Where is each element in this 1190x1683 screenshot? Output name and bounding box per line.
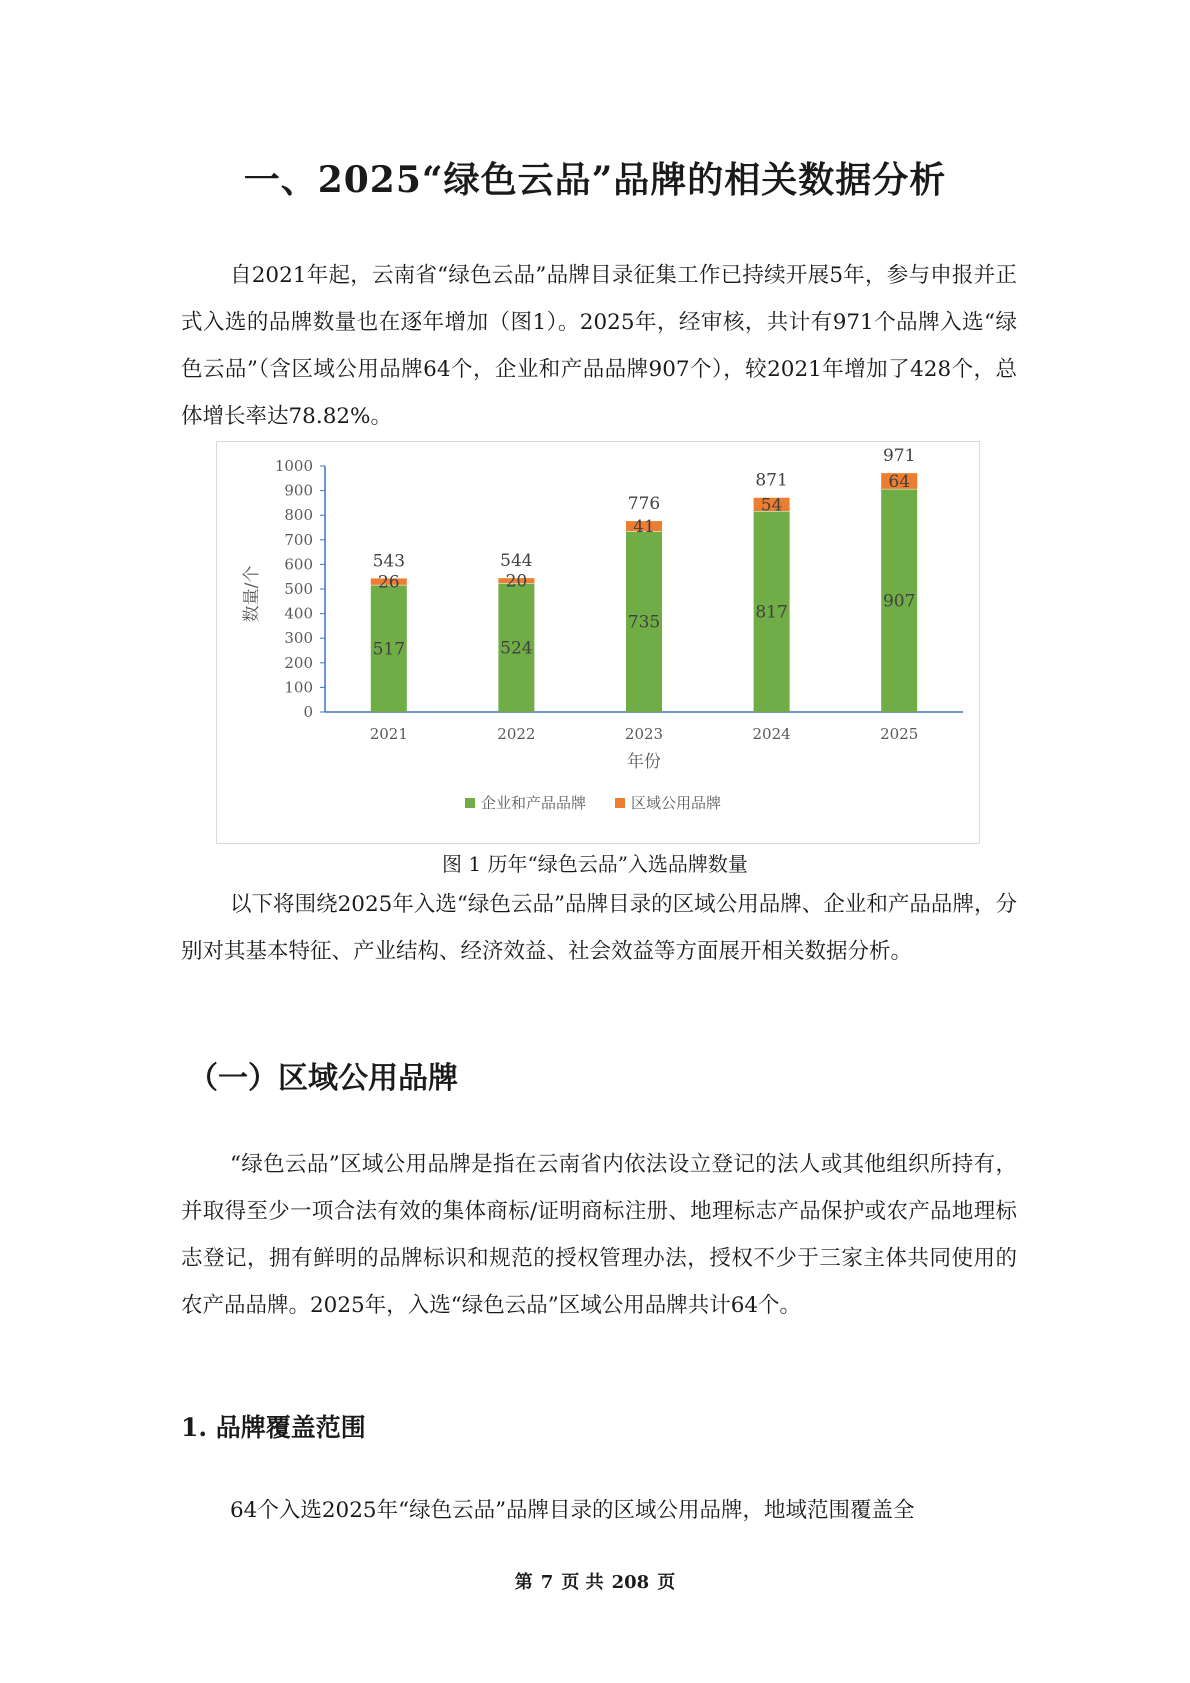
chart-svg xyxy=(217,442,979,843)
footer-prefix: 第 xyxy=(514,1572,533,1593)
y-tick-label: 1000 xyxy=(274,457,313,475)
legend-swatch-enterprise xyxy=(465,798,475,808)
data-label: 524 xyxy=(500,638,533,659)
data-label: 735 xyxy=(627,612,661,633)
subsection-title: 1. 品牌覆盖范围 xyxy=(181,1413,366,1442)
x-tick-label: 2022 xyxy=(497,725,536,743)
footer-total-pages: 208 xyxy=(611,1572,650,1593)
y-tick-label: 0 xyxy=(303,703,313,721)
data-label: 54 xyxy=(760,495,783,516)
y-tick-label: 400 xyxy=(284,604,313,623)
legend-label-regional: 区域公用品牌 xyxy=(631,794,722,812)
page-heading: 一、2025“绿色云品”品牌的相关数据分析 xyxy=(243,159,947,201)
footer-middle: 页 共 xyxy=(561,1572,604,1593)
data-label: 26 xyxy=(377,572,400,593)
data-label: 20 xyxy=(505,571,528,592)
y-tick-label: 900 xyxy=(284,481,313,500)
footer-suffix: 页 xyxy=(657,1572,676,1593)
y-tick-label: 200 xyxy=(284,653,313,672)
section-title: （一）区域公用品牌 xyxy=(188,1061,458,1096)
y-tick-label: 600 xyxy=(284,555,313,574)
paragraph-coverage: 64个入选2025年“绿色云品”品牌目录的区域公用品牌，地域范围覆盖全 xyxy=(230,1498,915,1523)
y-tick-label: 300 xyxy=(284,629,313,648)
y-tick-label: 100 xyxy=(284,678,313,697)
data-label: 907 xyxy=(882,591,916,612)
legend-swatch-regional xyxy=(615,798,625,808)
y-tick-label: 500 xyxy=(284,580,313,598)
figure-caption: 图 1 历年“绿色云品”入选品牌数量 xyxy=(442,852,748,876)
brand-count-chart xyxy=(216,441,980,844)
y-tick-label: 700 xyxy=(284,530,313,549)
footer-page-number: 7 xyxy=(540,1572,554,1593)
x-tick-label: 2023 xyxy=(624,725,664,743)
data-label: 64 xyxy=(888,472,911,493)
legend-label-enterprise: 企业和产品品牌 xyxy=(481,794,587,812)
y-tick-label: 800 xyxy=(284,506,313,525)
data-label: 41 xyxy=(633,517,655,538)
total-label: 544 xyxy=(500,551,533,572)
y-axis-title: 数量/个 xyxy=(242,565,262,623)
page-footer xyxy=(0,1568,1190,1594)
paragraph-intro: 自2021年起，云南省“绿色云品”品牌目录征集工作已持续开展5年，参与申报并正式入选的品牌数量也在逐年增加（图1）。2025年，经审核，共计有971个品牌入选“绿色云品”（含区域公用品牌64个，企业和产品品牌907个），较2021年增加了428个，总体增长率达78.82%。 xyxy=(181,263,1017,429)
data-label: 517 xyxy=(372,639,406,660)
x-tick-label: 2021 xyxy=(369,725,408,743)
total-label: 543 xyxy=(372,551,406,572)
total-label: 776 xyxy=(627,494,661,515)
total-label: 871 xyxy=(755,470,788,491)
total-label: 971 xyxy=(882,446,916,467)
paragraph-overview: 以下将围绕2025年入选“绿色云品”品牌目录的区域公用品牌、企业和产品品牌，分别对其基本特征、产业结构、经济效益、社会效益等方面展开相关数据分析。 xyxy=(181,892,1017,964)
x-axis-title: 年份 xyxy=(627,752,661,772)
x-tick-label: 2024 xyxy=(752,725,791,743)
x-tick-label: 2025 xyxy=(880,725,919,743)
data-label: 817 xyxy=(755,602,788,623)
paragraph-regional-brand: “绿色云品”区域公用品牌是指在云南省内依法设立登记的法人或其他组织所持有，并取得至少一项合法有效的集体商标/证明商标注册、地理标志产品保护或农产品地理标志登记，拥有鲜明的品牌标识和规范的授权管理办法，授权不少于三家主体共同使用的农产品品牌。2025年，入选“绿色云品”区域公用品牌共计64个。 xyxy=(181,1152,1017,1318)
